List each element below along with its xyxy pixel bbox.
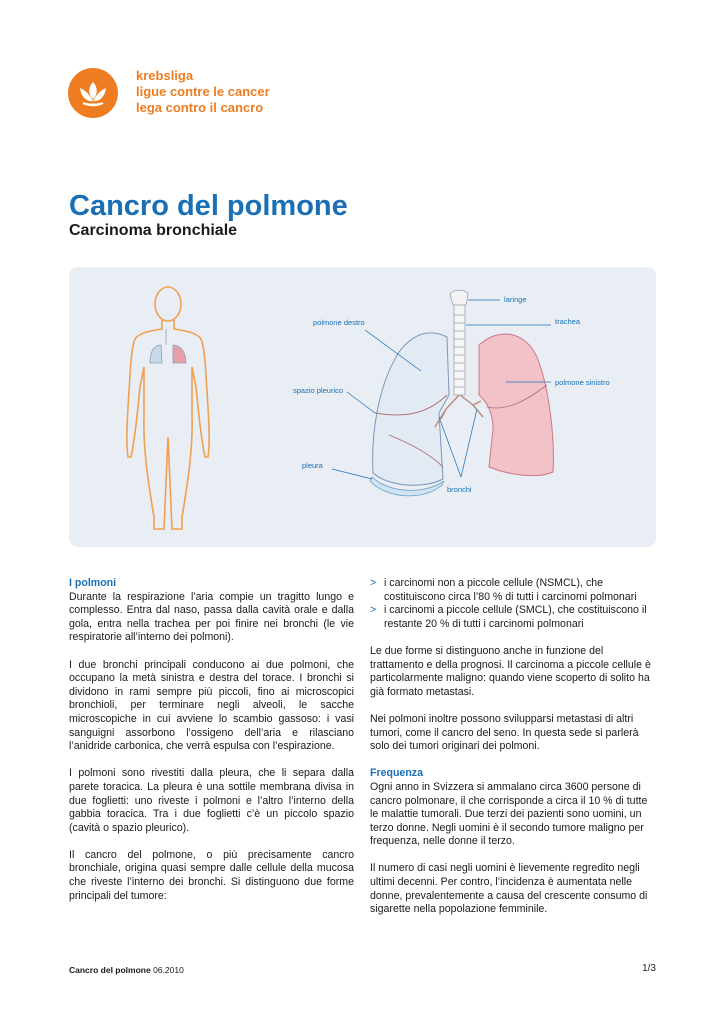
- logo-flower-icon: [68, 68, 118, 118]
- brand-line-german: krebsliga: [136, 68, 194, 83]
- paragraph: Il cancro del polmone, o più precisamente cancro bronchiale, origina quasi sempre dalle cellule della mucosa che riveste l’interno dei bronchi. Si distinguono due forme principali del tumore:: [69, 848, 354, 902]
- list-item: [370, 577, 655, 604]
- paragraph: Nei polmoni inoltre possono svilupparsi metastasi di altri tumori, come il cancro del seno. In questa sede si parlerà solo dei tumori originari dei polmoni.: [370, 712, 639, 753]
- label-trachea: trachea: [555, 317, 581, 326]
- paragraph: Durante la respirazione l’aria compie un tragitto lungo e complesso. Entra dal naso, passa dalla cavità orale e dalla gola, entra nella trachea per poi finire nei bronchi (le vie respiratorie all’interno dei polmoni).: [69, 590, 354, 644]
- footer-document-info: [69, 965, 184, 975]
- paragraph: Le due forme si distinguono anche in funzione del trattamento e della prognosi. Il carcinoma a piccole cellule è particolarmente maligno: quando viene scoperto di solito ha già formato metastasi.: [370, 644, 651, 698]
- list-item-text: i carcinomi non a piccole cellule (NSMCL), che costituiscono circa l’80 % di tutti i carcinomi polmonari: [384, 577, 637, 603]
- page-number: 1/3: [642, 963, 656, 974]
- section-heading-lungs: I polmoni: [69, 577, 117, 589]
- label-larynx: laringe: [504, 295, 527, 304]
- paragraph: Ogni anno in Svizzera si ammalano circa 3600 persone di cancro polmonare, il che corrisponde a circa il 10 % di tutte le malattie tumorali. Due terzi dei pazienti sono uomini, un terzo donne. Negli uomini è il secondo tumore maligno per frequenza, nelle donne il terzo.: [370, 780, 648, 848]
- human-body-outline: [127, 287, 209, 529]
- lung-anatomy-figure: [69, 267, 656, 547]
- left-text-column: [69, 577, 354, 917]
- left-lung-illustration: [479, 334, 553, 476]
- paragraph: I due bronchi principali conducono ai due polmoni, che occupano la metà sinistra e destra del torace. I bronchi si dividono in rami sempre più piccoli, fino ai microscopici bronchioli, per terminare negli alveoli, le sacche microscopiche in cui avviene lo scambio gassoso: i vasi sanguigni assorbono l’ossigeno dell’aria e rilasciano l’anidride carbonica, che verrà espulsa con l’espirazione.: [69, 658, 354, 753]
- section-heading-frequency: Frequenza: [370, 767, 423, 780]
- small-lungs: [150, 329, 186, 363]
- label-pleural-space: spazio pleurico: [293, 386, 344, 395]
- brand-line-italian: lega contro il cancro: [136, 100, 264, 115]
- label-bronchi: bronchi: [447, 485, 472, 494]
- anatomy-illustration: [69, 267, 656, 547]
- brand-name: [136, 68, 270, 116]
- label-pleura: pleura: [302, 461, 323, 470]
- krebsliga-logo: [68, 68, 118, 118]
- label-left-lung: polmone sinistro: [555, 378, 610, 387]
- page-title: Cancro del polmone: [69, 190, 348, 222]
- list-item-text: i carcinomi a piccole cellule (SMCL), che costituiscono il restante 20 % di tutti i carcinomi polmonari: [384, 604, 647, 630]
- bullet-marker: >: [370, 577, 377, 589]
- page-subtitle: Carcinoma bronchiale: [69, 222, 238, 239]
- right-text-column: [370, 577, 655, 930]
- bullet-marker: >: [370, 604, 377, 617]
- tumor-types-list: [370, 577, 655, 631]
- trachea: [450, 290, 468, 395]
- footer-title: Cancro del polmone: [69, 965, 151, 975]
- list-item: [370, 604, 655, 631]
- paragraph: I polmoni sono rivestiti dalla pleura, che li separa dalla parete toracica. La pleura è una sottile membrana divisa in due foglietti: uno riveste i polmoni e l’altro l’interno della gabbia toracica. Tra i due foglietti c’è un piccolo spazio (cavità o spazio pleurico).: [69, 767, 354, 834]
- right-lung-illustration: [370, 333, 449, 496]
- footer-date: 06.2010: [153, 965, 184, 975]
- label-right-lung: polmone destro: [313, 318, 365, 327]
- brand-line-french: ligue contre le cancer: [136, 84, 270, 99]
- paragraph: Il numero di casi negli uomini è lievemente regredito negli ultimi decenni. Per contro, l’incidenza è aumentata nelle donne, prevalentemente a causa del crescente consumo di sigarette nella popolazione femminile.: [370, 862, 648, 916]
